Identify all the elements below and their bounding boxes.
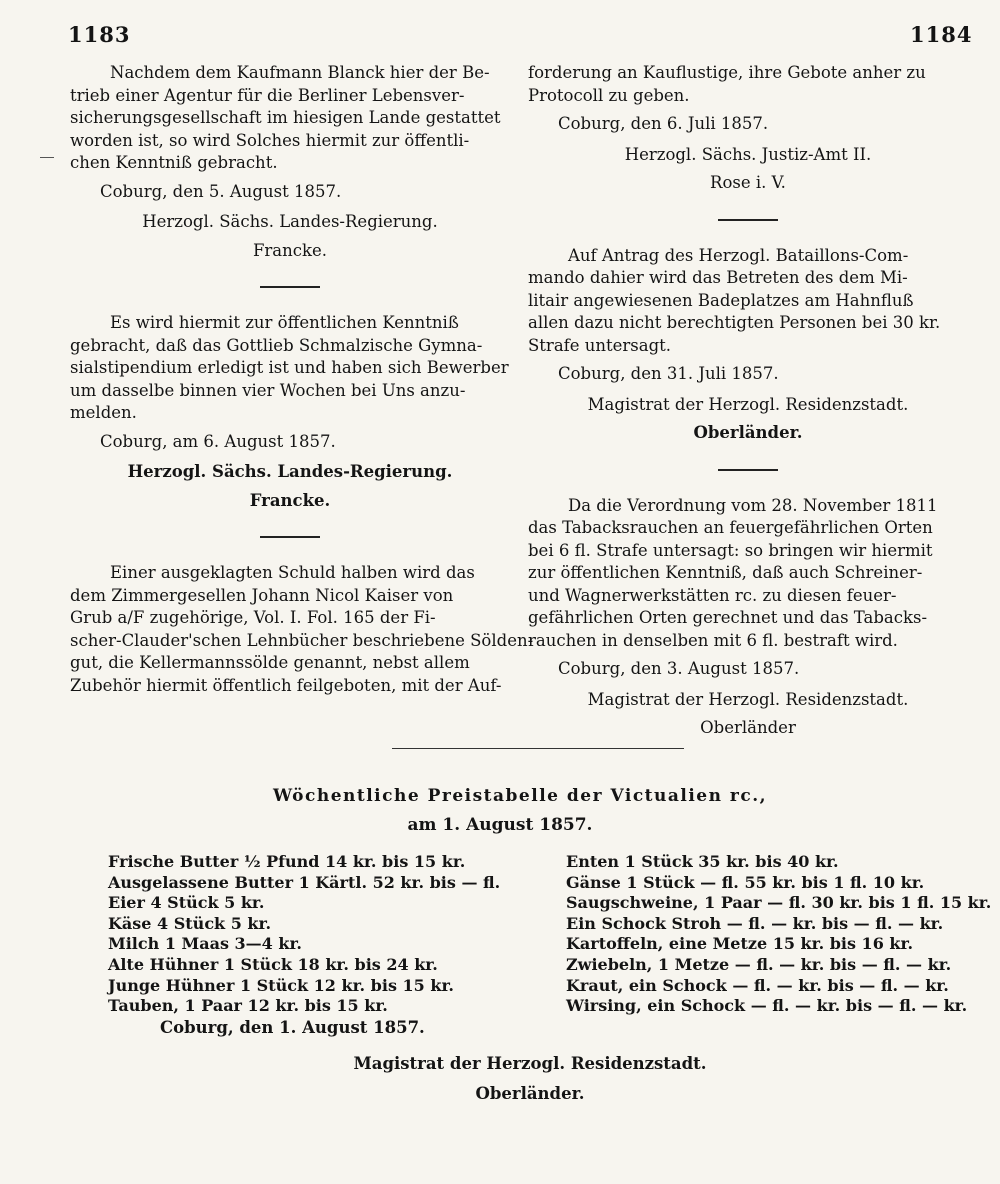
text-line: dem Zimmergesellen Johann Nicol Kaiser von bbox=[70, 585, 454, 605]
text-line: Grub a/F zugehörige, Vol. I. Fol. 165 der Fi- bbox=[70, 608, 436, 627]
text-line: Protocoll zu geben. bbox=[528, 85, 690, 105]
notice-signature: Oberländer bbox=[700, 718, 796, 737]
price-item: Tauben, 1 Paar 12 kr. bis 15 kr. bbox=[108, 996, 388, 1016]
text-line: allen dazu nicht berechtigten Personen bei 30 kr. bbox=[528, 313, 941, 332]
text-line: Auf Antrag des Herzogl. Bataillons-Com- bbox=[568, 245, 909, 265]
notice-tabacksrauchen bbox=[528, 495, 968, 740]
price-table-signature: Oberländer. bbox=[475, 1084, 585, 1103]
notice-authority: Herzogl. Sächs. Justiz-Amt II. bbox=[624, 144, 872, 164]
notice-body bbox=[70, 62, 510, 175]
price-item: Eier 4 Stück 5 kr. bbox=[108, 893, 265, 913]
price-list-left bbox=[108, 852, 528, 1017]
price-item: Kartoffeln, eine Metze 15 kr. bis 16 kr. bbox=[566, 934, 914, 954]
notice-signature: Oberländer. bbox=[693, 423, 803, 442]
price-item: Milch 1 Maas 3—4 kr. bbox=[108, 934, 302, 954]
margin-mark bbox=[40, 157, 54, 158]
notice-agentur bbox=[70, 62, 510, 262]
notice-soeldengut bbox=[70, 562, 534, 697]
price-item: Saugschweine, 1 Paar — fl. 30 kr. bis 1 fl. 15 kr. bbox=[566, 893, 992, 913]
notice-body bbox=[528, 62, 968, 107]
text-line: gut, die Kellermannssölde genannt, nebst allem bbox=[70, 653, 470, 672]
text-line: sialstipendium erledigt ist und haben sich Bewerber bbox=[70, 358, 509, 377]
text-line: melden. bbox=[70, 403, 137, 422]
notice-authority: Magistrat der Herzogl. Residenzstadt. bbox=[587, 689, 909, 709]
notice-signature: Francke. bbox=[249, 490, 331, 510]
text-line: Einer ausgeklagten Schuld halben wird das bbox=[110, 563, 475, 582]
notice-body bbox=[528, 495, 968, 653]
text-line: das Tabacksrauchen an feuergefährlichen Orten bbox=[528, 518, 933, 537]
price-table-authority: Magistrat der Herzogl. Residenzstadt. bbox=[353, 1054, 707, 1073]
text-line: Es wird hiermit zur öffentlichen Kenntniß bbox=[110, 313, 459, 332]
left-column bbox=[70, 62, 534, 697]
page-number-left: 1183 bbox=[68, 22, 131, 47]
separator-rule bbox=[718, 219, 778, 221]
notice-stipendium bbox=[70, 312, 510, 512]
notice-authority: Magistrat der Herzogl. Residenzstadt. bbox=[587, 394, 909, 414]
text-line: bei 6 fl. Strafe untersagt: so bringen wir hiermit bbox=[528, 540, 933, 560]
text-line: worden ist, so wird Solches hiermit zur öffentli- bbox=[70, 130, 470, 150]
text-line: Strafe untersagt. bbox=[528, 335, 672, 355]
price-item: Wirsing, ein Schock — fl. — kr. bis — fl. — kr. bbox=[566, 996, 968, 1016]
notice-date: Coburg, den 3. August 1857. bbox=[558, 659, 800, 678]
notice-badeplatz bbox=[528, 245, 968, 445]
text-line: litair angewiesenen Badeplatzes am Hahnfluß bbox=[528, 290, 914, 310]
price-table-closing-date: Coburg, den 1. August 1857. bbox=[160, 1018, 425, 1037]
text-line: gefährlichen Orten gerechnet und das Tabacks- bbox=[528, 608, 928, 627]
notice-date: Coburg, den 31. Juli 1857. bbox=[558, 364, 779, 383]
text-line: rauchen in denselben mit 6 fl. bestraft wird. bbox=[528, 630, 898, 650]
price-item: Alte Hühner 1 Stück 18 kr. bis 24 kr. bbox=[108, 954, 438, 974]
notice-body bbox=[528, 245, 968, 358]
text-line: forderung an Kauflustige, ihre Gebote anher zu bbox=[528, 63, 926, 82]
notice-body bbox=[70, 562, 534, 697]
text-line: um dasselbe binnen vier Wochen bei Uns anzu- bbox=[70, 380, 466, 400]
price-item: Kraut, ein Schock — fl. — kr. bis — fl. — kr. bbox=[566, 975, 949, 995]
separator-rule bbox=[718, 469, 778, 471]
text-line: Da die Verordnung vom 28. November 1811 bbox=[568, 495, 938, 515]
text-line: scher-Clauder'schen Lehnbücher beschriebene Sölden- bbox=[70, 630, 534, 650]
section-rule bbox=[392, 748, 684, 749]
text-line: zur öffentlichen Kenntniß, daß auch Schreiner- bbox=[528, 563, 923, 582]
right-column bbox=[528, 62, 968, 740]
price-list-right bbox=[566, 852, 992, 1017]
price-item: Käse 4 Stück 5 kr. bbox=[108, 913, 272, 933]
text-line: gebracht, daß das Gottlieb Schmalzische Gymna- bbox=[70, 335, 483, 355]
notice-soeldengut-continued bbox=[528, 62, 968, 195]
separator-rule bbox=[260, 536, 320, 538]
page-number-right: 1184 bbox=[910, 22, 973, 47]
separator-rule bbox=[260, 286, 320, 288]
text-line: chen Kenntniß gebracht. bbox=[70, 153, 278, 172]
notice-authority: Herzogl. Sächs. Landes-Regierung. bbox=[127, 462, 453, 481]
text-line: mando dahier wird das Betreten des dem Mi- bbox=[528, 268, 908, 287]
price-table-title: Wöchentliche Preistabelle der Victualien rc., bbox=[272, 786, 768, 806]
price-item: Zwiebeln, 1 Metze — fl. — kr. bis — fl. — kr. bbox=[566, 954, 952, 974]
price-item: Frische Butter ½ Pfund 14 kr. bis 15 kr. bbox=[108, 852, 466, 871]
notice-date: Coburg, den 5. August 1857. bbox=[100, 181, 342, 201]
notice-authority: Herzogl. Sächs. Landes-Regierung. bbox=[142, 212, 438, 231]
notice-signature: Francke. bbox=[252, 240, 328, 260]
text-line: trieb einer Agentur für die Berliner Lebensver- bbox=[70, 85, 465, 105]
text-line: Nachdem dem Kaufmann Blanck hier der Be- bbox=[110, 63, 490, 82]
price-item: Junge Hühner 1 Stück 12 kr. bis 15 kr. bbox=[108, 975, 454, 995]
price-item: Ausgelassene Butter 1 Kärtl. 52 kr. bis — fl. bbox=[108, 872, 501, 892]
notice-body bbox=[70, 312, 510, 425]
text-line: Zubehör hiermit öffentlich feilgeboten, mit der Auf- bbox=[70, 675, 502, 695]
price-item: Enten 1 Stück 35 kr. bis 40 kr. bbox=[566, 852, 839, 871]
price-item: Gänse 1 Stück — fl. 55 kr. bis 1 fl. 10 kr. bbox=[566, 872, 925, 892]
text-line: sicherungsgesellschaft im hiesigen Lande gestattet bbox=[70, 108, 501, 127]
price-table-date: am 1. August 1857. bbox=[407, 815, 593, 835]
price-item: Ein Schock Stroh — fl. — kr. bis — fl. — kr. bbox=[566, 913, 944, 933]
notice-date: Coburg, den 6. Juli 1857. bbox=[558, 114, 769, 133]
notice-date: Coburg, am 6. August 1857. bbox=[100, 431, 336, 451]
text-line: und Wagnerwerkstätten rc. zu diesen feuer- bbox=[528, 585, 897, 605]
notice-signature: Rose i. V. bbox=[710, 173, 786, 192]
